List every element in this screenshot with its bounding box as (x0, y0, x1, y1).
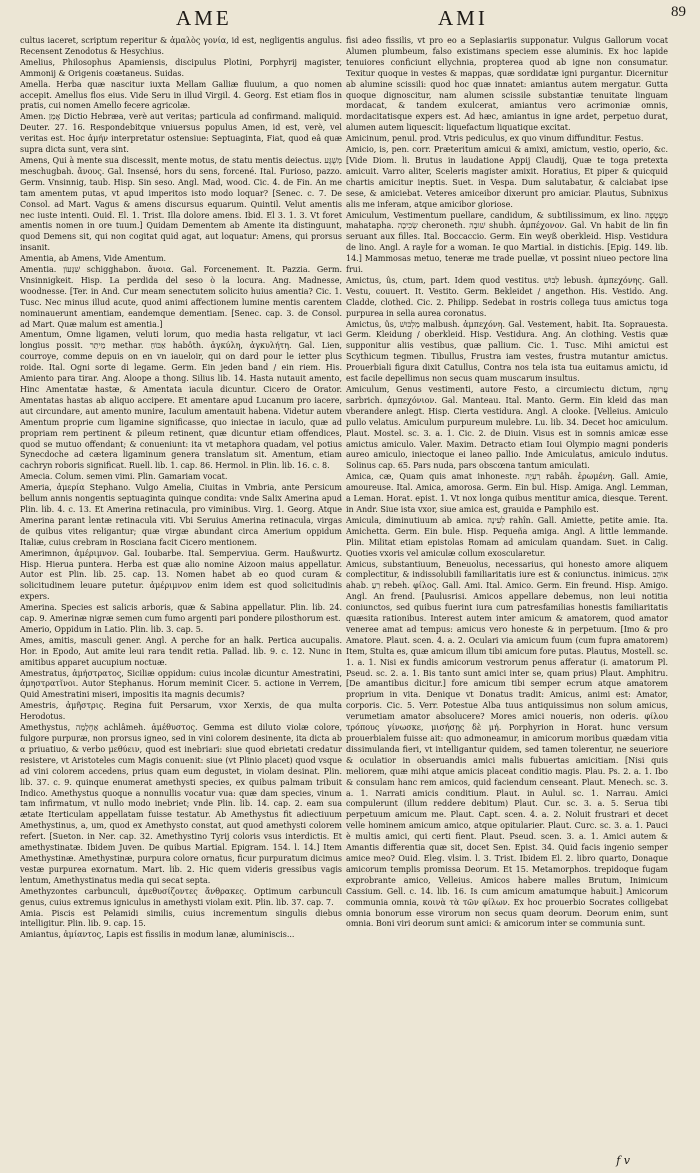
dictionary-entry: Amens, Qui à mente sua discessit, mente motus, de statu mentis deiectus. מְשֻׁגָּע meschugbah. ἄνους. Gal. Insensé, hors du sens, forcené. Ital. Furioso, pazzo. Germ. Vnsinnig, taub. Hisp. Sin seso. Angl. Mad, wood. Cic. 4. de Fin. An me tam amentem putas, vt apud imperitos isto modo loquar? [Senec. c. 7. De Consol. ad Mart. Vagus & amens discursus equarum. Quintil. Velut amentis nec iuste intenti. Ouid. El. 1. Trist. Illa dolore amens. Ibid. El 3. 1. 3. Vt foret amentis nomen in ore tuum.] Quidam Dementem ab Amente ita distinguunt, quod Demens sit, qui non cogitat quid agat, aut loquatur: Amens, qui prorsus insanit. (20, 155, 342, 253)
page-number: 89 (671, 4, 686, 20)
dictionary-entry: Amica, cæ, Quam quis amat inhoneste. רַעְיָה rabâh. ἐρωμένη. Gall. Amie, amoureuse. Ital. Amica, amorosa. Germ. Ein bul. Hisp. Amiga. Angl. Lemman, a Leman. Horat. epist. 1. Vt nox longa quibus mentitur amica, diesque. Terent. in Andr. Siue ista vxor, siue amica est, grauida e Pamphilo est. (346, 472, 668, 514)
running-head-right: AMI (438, 6, 488, 30)
dictionary-entry: Amia. Piscis est Pelamidi similis, cuius incrementum singulis diebus intelligitur. Plin. lib. 9. cap. 15. (20, 908, 342, 929)
dictionary-entry: Amicus, substantiuum, Beneuolus, necessarius, qui honesto amore aliquem complectitur, & indissolubili familiaritatis iure est & coniunctus. inimicus. אוֹהֵב ahab. רֵעַ rebeh. φίλος. Gall. Ami. Ital. Amico. Germ. Ein freund. Hisp. Amigo. Angl. An frend. [Paulusrisi. Amicos appellare debemus, non leui notitia coniunctos, sed quibus fuerint iura cum patresfamilias honestis familiaritatis quæsita rationibus. Interest autem inter amicum & amatorem, quod amator veneree amat ad tempus: amicus vero honeste & in perpetuum. [Imo & pro Amatore. Plaut. scen. 4. a. 2. Oculari via amicum fuum (cum fupra amatorem) Item, Stulta es, quæ amicum illum tibi amicum fore putas. Plautus, Mostell. sc. 1. a. 1. Nisi ex fundis amicorum vestrorum penus afferatur (i. amatorum Pl. Pseud. sc. 2. a. 1. Bis tanto sunt amici inter se, quam prius) Plaut. Amphitru. [De amantibus dicitur.] fore amicum tibi semper ecrum atque amatorem proprium in vita. Denique vt Donatus tradit: Amicus, animi est: Amator, corporis. Cic. 5. Verr. Potestue Alba tuus antiquissimus non solum amicus, verumetiam amator absolucere? Mores amici noueris, non oderis. φίλου τρόπους γίνωσκε, μισήσῃς δὲ μή. Porphyrion in Horat. hunc versum prouerbialem fuisse ait: quo admoneamur, in amicorum moribus quædam vitia dissimulanda fieri, vt intelligantur quidem, sed tamen tolerentur, ne seueriore & oculatior in obseruandis amici malis fubuertas amicitiam. [Nisi quis meliorem, quæ mihi atque amicis placeat conditio magis. Plau. Ps. 2. a. 1. Ibo & consulam hanc rem amicos, quid faciendum censeant. Plaut. Menech. sc. 3. a. 1. Narrati amicis conditium. Plaut. in Aulul. sc. 1. Narrau. Amici compulerunt (illum reddere debitum) Plaut. Cur. sc. 3. a. 5. Serua tibi perpetuum amicum me. Plaut. Capt. scen. 4. a. 2. Noluit frustrari et decet velle hominem amicum amico, atque opitularier. Plaut. Curc. sc. 3. a. 1. Pauci è multis amici, qui certi fient. Plaut. Pseud. scen. 3. a. 1. Amici autem & Amantis differentia quæ sit, docet Sen. Epist. 34. Quid facis ingenio semper amice meo? Ouid. Eleg. vlsim. l. 3. Trist. Ibidem El. 2. libro quarto, Donaque amicorum templis promissa Deorum. Et 15. Metamorphos. trepidoque fugam exprobrante amico, Velleius. Amicos habere malles Brutum, Inimicum Cassium. Gell. c. 14. lib. 16. Is cum amicum amatumque habuit.] Amicorum communia omnia, κοινὰ τὰ τῶν φίλων. Ex hoc prouerbio Socrates colligebat omnia bonorum esse virorum non secus quam deorum. Deorum enim, sunt omnia. Boni viri deorum sunt amici: & amicorum inter se communia sunt. (346, 559, 668, 929)
dictionary-entry: Amen. אָמֵן Dictio Hebræa, verè aut veritas; particula ad confirmand. maliquid. Deuter. 27. 16. Respondebitque vniuersus populus Amen, id est, verè, vel veritas est. Hoc ἀμήν interpretatur ostensiue: Septuaginta, Fiat, quod eâ quæ supra dicta sunt, vera sint. (20, 112, 342, 155)
dictionary-entry: Ameria, ἀμερία Stephano. Vulgo Amelia, Ciuitas in Vmbria, ante Persicum bellum annis nongentis septuaginta quinque condita: vnde Salix Amerina apud Plin. lib. 4. c. 13. Et Amerina retinacula, pro viminibus. Virg. 1. Georg. Atque Amerina parant lentæ retinacula viti. Vbi Seruius Amerina retinacula, virgas de quibus vites religantur; quæ virgæ abundant circa Amerium oppidum Italiæ, cuius crebram in Rosciana facit Cicero mentionem. (20, 483, 342, 547)
dictionary-entry: Amethystus, אַחְלָמָה achlâmeh. ἀμέθυστος. Gemma est diluto violæ colore, fulgore purpuræ, non prorsus igneo, sed in vini colorem desinente, ita dicta ab α priuatiuo, & verbo μεθύειν, quod est inebriari: siue quod ebrietati credatur resistere, vt Aristoteles cum Magis conuenit: siue (vt Plinio placet) quod vsque ad vini colorem accedens, prius quam eum degustet, in violam desinat. Plin. lib. 37. c. 9. quinque enumerat amethysti species, ex quibus palmam tribuit Indico. Amethystus quoque a nonnullis vocatur vua: quæ dam species, vinum tam infirmatum, vt nullo modo inebriet; vnde Plin. lib. 14. cap. 2. eam sua ætate Iterticulam appellatam fuisse testatur. Ab Amethystus fit adiectiuum Amethystinus, a, um, quod ex Amethysto constat, aut quod amethysti colorem refert. [Sueton. in Ner. cap. 32. Amethystino Tyrij coloris vsus interdictis. Et amethystinatæ. Ibidem Juven. De quibus Martial. Epigram. 154. l. 14.] Item Amethystinæ. Amethystinæ, purpura colore ornatus, ficur purpuratum dicimus vestæ purpurea exornatum. Mart. lib. 2. Hic quem videris gressibus vagis lentum, Amethystinatus media qui secat septa. (20, 723, 342, 885)
dictionary-entry: Ames, amitis, masculi gener. Angl. A perche for an halk. Pertica aucupalis. Hor. in Epodo, Aut amite leui rara tendit retia. Pallad. lib. 9. c. 12. Nunc in amitibus apparet aucupium noctuæ. (20, 635, 342, 667)
dictionary-entry: Amestris, ἀμῆστρις. Regina fuit Persarum, vxor Xerxis, de qua multa Herodotus. (20, 701, 342, 722)
catchword: f v (616, 1154, 630, 1167)
right-column (346, 36, 668, 1158)
dictionary-entry: Amella. Herba quæ nascitur iuxta Mellam Galliæ fluuium, a quo nomen accepit. Amellus flos eius. Vide Seru in illud Virgil. 4. Georg. Est etiam flos in pratis, cui nomen Amello fecere agricolæ. (20, 79, 342, 111)
dictionary-entry: Amentia. שִׁגָּעוֹן schigghabon. ἄνοια. Gal. Forcenement. It. Pazzia. Germ. Vnsinnigkeit. Hisp. La perdida del seso ò la locura. Ang. Madnesse, woodnesse. [Ter. in And. Cur meam senectutem solicito huius amentia? Cic. 1. Tusc. Nec minus illud acute, quod animi affectionem lumine mentis carentem nominauerunt amentiam, eandemque dementiam. [Senec. cap. 3. de Consol. ad Mart. Quæ malum est amentia.] (20, 265, 342, 329)
dictionary-entry: Amicinum, penul. prod. Vtris pediculus, ex quo vinum diffunditur. Festus. (346, 134, 644, 144)
dictionary-entry: Amentia, ab Amens, Vide Amentum. (20, 254, 167, 264)
dictionary-entry: Amicula, diminutiuum ab amica. לְעִינָה rahîn. Gall. Amiette, petite amie. Ita. Amichetta. Germ. Ein bule. Hisp. Pequeña amiga. Angl. A little lemmande. Plin. Militat etiam epistolas Romam ad amiculam quandam. Suet. in Calig. Quoties vxoris vel amiculæ collum exoscularetur. (346, 515, 668, 558)
running-head-left: AME (176, 6, 232, 30)
dictionary-entry: Amethyzontes carbunculi, ἀμεθυσίζοντες ἄνθρακες. Optimum carbunculi genus, cuius extremus igniculus in amethysti violam exit. Plin. lib. 37. cap. 7. (20, 886, 342, 907)
dictionary-entry: fisi adeo fissilis, vt pro eo a Seplasiariis supponatur. Vulgus Gallorum vocat Alumen plumbeum, falso existimans speciem esse aluminis. Ex hoc lapide tenuiores conficiunt ellychnia, propterea quod ab igne non consumatur. Texitur quoque in vestes & mappas, quæ sordidatæ igni purgantur. Dicernitur ab alumine scissili: quod hoc quæ innatet: amiantus autem mergatur. Gutta quoque dignoscitur, nam alumen scissile substantiæ tenuitate linguam mordacat, & tandem exulcerat, amiantus vero acrimoniæ omnis, mordacitatisque expers est. Ad hæc, amiantus in igne ardet, perpetuo durat, alumen autem liquescit: liquefactum liquatique excitat. (346, 36, 668, 133)
dictionary-entry: Amiantus, ἀμίαντος, Lapis est fissilis in modum lanæ, aluminiscis... (20, 930, 295, 940)
left-column (20, 36, 342, 1158)
dictionary-entry: Amentum, Omne ligamen, veluti lorum, quo media hasta religatur, vt iaci longius possit. מֵיתַר methar. אַבּוֹחַ habôth. ἀγκύλη, ἀγκυλήτη. Gal. Lien, courroye, comme depuis on en vn iaueloir, qui on dard pour le ietter plus roide. Ital. Ogni sorte di legame. Germ. Ein jeden band / ein riem. His. Amiento para tirar. Ang. Aloope a thong. Silius lib. 14. Hasta nutauit amento, Hinc Amentatæ hastæ, & Amentata iacula dicuntur. Cicero de Orator. Amentatas hastas ab aliquo accipere. Et amentare apud Lucanum pro iacere, aut circundare, aut amento munire, Iaculum amentauit habena. Videtur autem Amentum proprie cum ligamine significasse, quo iniectae in iaculo, quæ ad propriam rem pertinent & pileum retinent, quæ dicuntur etiam offendices, quod se mutuo offendant; & conueniunt: ita vt metaphora quadam, vel potius Synecdoche ad cætera ligaminum genera translatum sit. Amentum, etiam cachryn roboris significat. Ruell. lib. 1. cap. 86. Hermol. in Plin. lib. 16. c. 8. (20, 330, 342, 471)
dictionary-entry: Amestratus, ἀμήστρατος, Siciliæ oppidum: cuius incolæ dicuntur Amestratini, ἀμηστρατῖνοι. Autor Stephanus. Horum meminit Cicer. 5. actione in Verrem, Quid Amestratini miseri, impositis ita magnis decumis? (20, 668, 342, 700)
dictionary-entry: Amictus, ûs, מַלְבּוּשׁ malbush. ἀμπεχόνη. Gal. Vestement, habit. Ita. Soprauesta. Germ. Kleidung / oberkleid. Hisp. Vestidura. Ang. An clothing. Vestis quæ supponitur aliis vestibus, quæ pallium. Cic. 1. Tusc. Mihi amictui est Scythicum tegmen. Tibullus, Frustra iam vestes, frustra mutantur amictus. Prouerbiali figura dixit Catullus, Contra nos tela ista tua euitamus amictu, id est facile depellimus non secus quam muscarum insultus. (346, 319, 668, 384)
dictionary-entry: Amerio, Oppidum in Latio. Plin. lib. 3. cap. 5. (20, 624, 204, 634)
dictionary-entry: Amelius, Philosophus Apamiensis, discipulus Plotini, Porphyrij magister, Ammonij & Origenis coætaneus. Suidas. (20, 57, 342, 78)
dictionary-entry: Amiculum, Vestimentum puellare, candidum, & subtilissimum, ex lino. מַעֲטָפָה mahatapha. שְׂכִיכָה cheroneth. שׁוּבָה shubh. ἀμπέχονον. Gal. Vn habit de lin fin seruant aux filles. Ital. Boccaccio. Germ. Ein weyß oberkleid. Hisp. Vestidura de lino. Angl. A rayle for a woman. Ie quo Martial. in distichis. [Epig. 149. lib. 14.] Mammosas metuo, teneræ me trade puellæ, vt possint niueo pectore lina frui. (346, 210, 668, 275)
dictionary-entry: Amecia. Colum. semen vimi. Plin. Gamariam vocat. (20, 472, 228, 482)
dictionary-entry: Amerina. Species est salicis arboris, quæ & Sabina appellatur. Plin. lib. 24. cap. 9. Amerinæ nigræ semen cum fumo argenti pari pondere pilosthorum est. (20, 603, 342, 624)
dictionary-entry: Amictus, ûs, ctum, part. Idem quod vestitus. לְבוּשׁ lebush. ἀμπεχόνης. Gall. Vestu, couuert. It. Vestito. Germ. Bekleidet / angethon. His. Vestido. Ang. Cladde, clothed. Cic. 2. Philipp. Sedebat in rostris collega tuus amictus toga purpurea in sella aurea coronatus. (346, 275, 668, 318)
dictionary-entry: cultus iaceret, scriptum reperitur & ἀμαλὸς γονία, id est, negligentis angulus. Recensent Zenodotus & Hesychius. (20, 36, 342, 56)
dictionary-entry: Amicio, is, pen. corr. Præteritum amicui & amixi, amictum, vestio, operio, &c. [Vide Diom. li. Brutus in laudatione Appij Claudij, Quæ te toga pretexta amicuit. Varro aliter, Sceleris magister amixit. Horatius, Et piper & quicquid chartis amicitur ineptis. Suet. in Vespa. Dum salutabatur, & calciabat ipse sese, & amiciebat. Veteres amiceibor dixerunt pro amiciar. Plautus, Subnixus alis me inferam, atque amicibor gloriose. (346, 145, 668, 209)
dictionary-entry: Amiculum, Genus vestimenti, autore Festo, a circumiectu dictum, עֲרוּפָה sarbrich. ἀμπεχόνιον. Gal. Manteau. Ital. Manto. Germ. Ein kleid das man vberandere anlegt. Hisp. Cierta vestidura. Angl. A clooke. [Velleius. Amiculo pullo velatus. Amiculum purpureum mulebre. Lu. lib. 34. Decet hoc amiculum. Plaut. Mostel. sc. 3. a. 1. Cic. 2. de Diuin. Visus est in somnis amicæ esse amictus amiculo. Valer. Maxim. Detracto etiam Ioui Olympio magni ponderis aureo amiculo, iniectoque ei laneo pallio. Inde Amiculatus, amiculo indutus. Solinus cap. 65. Pars nuda, pars obscœna tantum amiculati. (346, 385, 668, 471)
dictionary-entry: Amerimnon, ἀμέριμνον. Gal. Ioubarbe. Ital. Semperviua. Germ. Haußwurtz. Hisp. Hierua puntera. Herba est quæ alio nomine Aizoon maius appellatur. Autor est Plin. lib. 25. cap. 13. Nomen habet ab eo quod curam & solicitudinem leuare putetur. ἀμέριμνον enim idem est quod solicitudinis expers. (20, 548, 342, 602)
